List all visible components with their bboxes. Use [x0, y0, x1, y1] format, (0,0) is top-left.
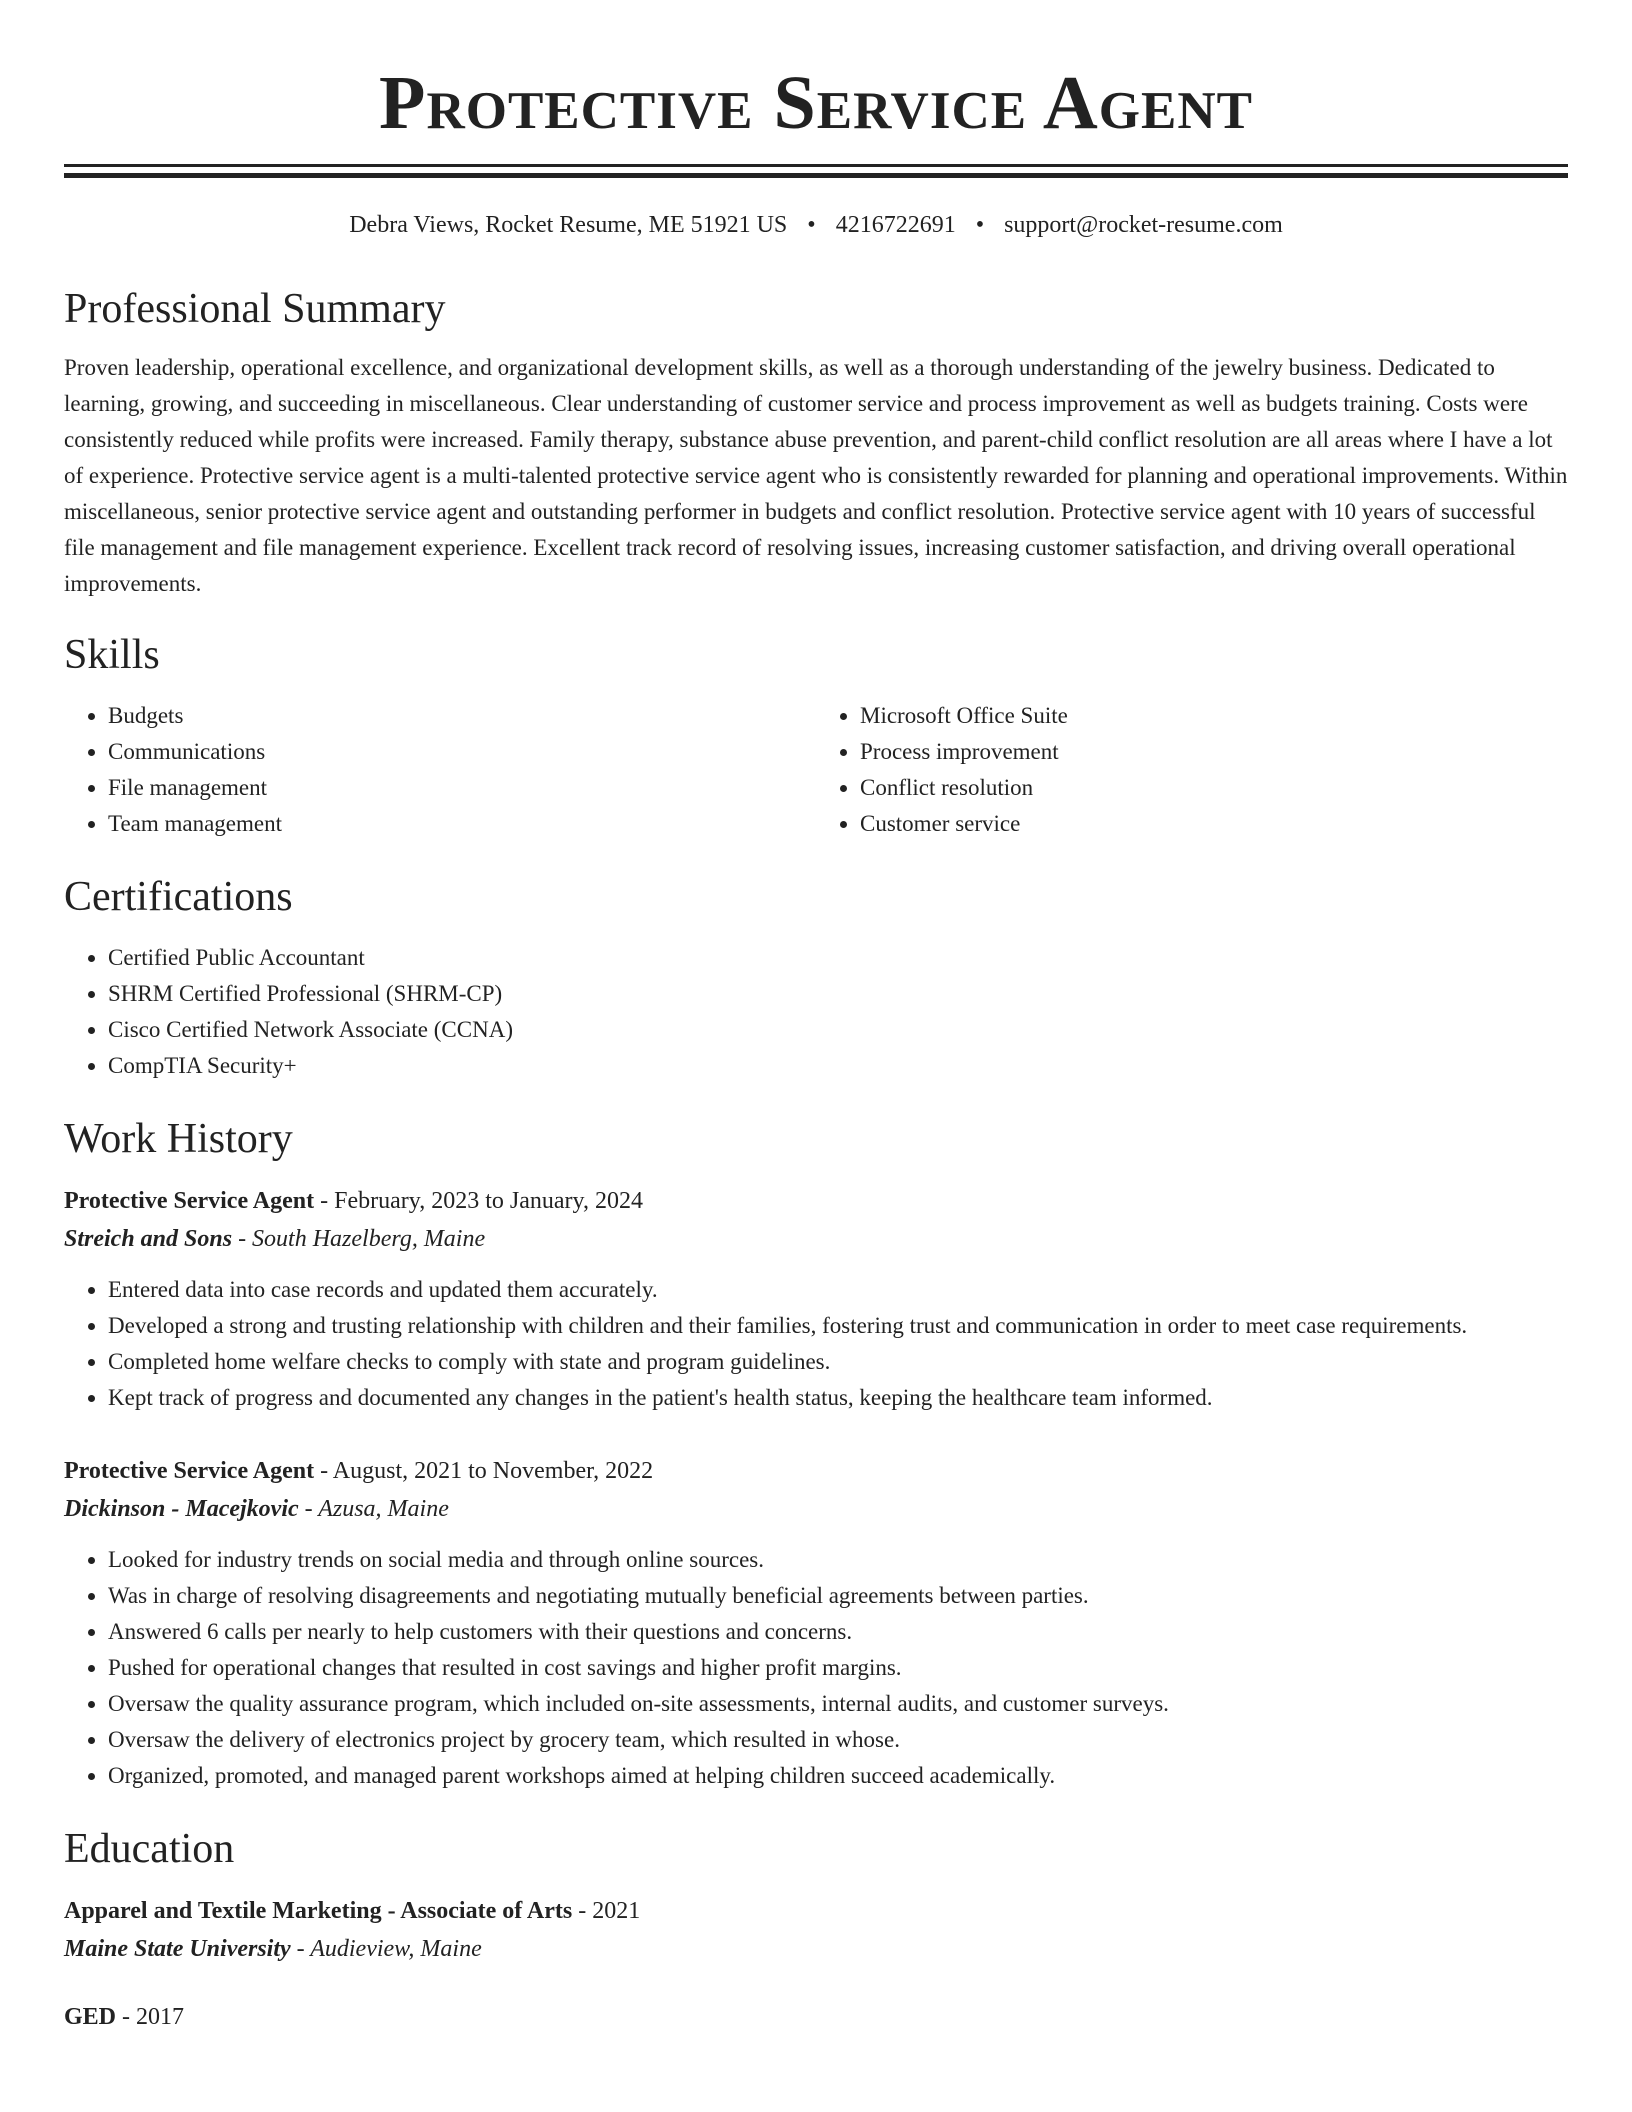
employer-line	[64, 1490, 1568, 1528]
degree-name: Apparel and Textile Marketing - Associate of Arts	[64, 1898, 573, 1924]
contact-separator: •	[807, 212, 816, 238]
school-location: - Audieview, Maine	[290, 1936, 482, 1962]
skills-heading: Skills	[64, 632, 160, 678]
skill-item: • Process improvement	[860, 734, 1568, 770]
certification-item: • Certified Public Accountant	[108, 940, 1568, 976]
contact-address: Debra Views, Rocket Resume, ME 51921 US	[349, 212, 788, 238]
certifications-heading: Certifications	[64, 874, 293, 920]
job-duty: • Oversaw the quality assurance program, which included on-site assessments, internal audits, and customer surveys.	[108, 1686, 1568, 1722]
skill-item: • Microsoft Office Suite	[860, 698, 1568, 734]
employer-line	[64, 1220, 1568, 1258]
certification-item: • Cisco Certified Network Associate (CCNA)	[108, 1012, 1568, 1048]
employer-name: Streich and Sons	[64, 1226, 233, 1252]
job-duty: • Completed home welfare checks to comply with state and program guidelines.	[108, 1344, 1568, 1380]
job-duty: • Was in charge of resolving disagreements and negotiating mutually beneficial agreements between parties.	[108, 1578, 1568, 1614]
job-title: Protective Service Agent	[64, 1188, 315, 1214]
skills-column-right	[816, 698, 1568, 842]
job-dates: - August, 2021 to November, 2022	[314, 1458, 654, 1484]
contact-phone: 4216722691	[835, 212, 956, 238]
skill-item: • Team management	[108, 806, 816, 842]
job-title-line	[64, 1182, 1568, 1220]
job-duty: • Pushed for operational changes that resulted in cost savings and higher profit margins.	[108, 1650, 1568, 1686]
summary-heading: Professional Summary	[64, 286, 446, 332]
job-duty: • Organized, promoted, and managed parent workshops aimed at helping children succeed academically.	[108, 1758, 1568, 1794]
certification-item: • CompTIA Security+	[108, 1048, 1568, 1084]
school-name: Maine State University	[64, 1936, 291, 1962]
skills-grid	[64, 698, 1568, 842]
contact-email: support@rocket-resume.com	[1004, 212, 1283, 238]
employer-name: Dickinson - Macejkovic	[64, 1496, 299, 1522]
degree-line	[64, 1998, 1568, 2036]
skill-item: • Conflict resolution	[860, 770, 1568, 806]
job-title: Protective Service Agent	[64, 1458, 315, 1484]
degree-name: GED	[64, 2004, 117, 2030]
job-duties-list	[64, 1272, 1568, 1416]
job-duty: • Developed a strong and trusting relationship with children and their families, fostering trust and communication in order to meet case requirements.	[108, 1308, 1568, 1344]
job-entry	[64, 1182, 1568, 1416]
job-duty: • Answered 6 calls per nearly to help customers with their questions and concerns.	[108, 1614, 1568, 1650]
certification-item: • SHRM Certified Professional (SHRM-CP)	[108, 976, 1568, 1012]
education-entry	[64, 1998, 1568, 2036]
contact-line	[64, 208, 1568, 242]
skills-list-right	[816, 698, 1568, 842]
certifications-list	[64, 940, 1568, 1084]
resume-title: Protective Service Agent	[379, 61, 1253, 145]
job-duty: • Oversaw the delivery of electronics project by grocery team, which resulted in whose.	[108, 1722, 1568, 1758]
skills-list-left	[64, 698, 816, 842]
job-entry	[64, 1452, 1568, 1794]
degree-year: - 2021	[572, 1898, 641, 1924]
contact-separator: •	[975, 212, 985, 238]
skill-item: • Communications	[108, 734, 816, 770]
summary-text: Proven leadership, operational excellence, and organizational development skills, as well as a thorough understanding of the jewelry business. Dedicated to learning, growing, and succeeding in miscellaneous. Clear understanding of customer service and process improvement as well as budgets training. Costs were consistently reduced while profits were increased. Family therapy, substance abuse prevention, and parent-child conflict resolution are all areas where I have a lot of experience. Protective service agent is a multi-talented protective service agent who is consistently rewarded for planning and operational improvements. Within miscellaneous, senior protective service agent and outstanding performer in budgets and conflict resolution. Protective service agent with 10 years of successful file management and file management experience. Excellent track record of resolving issues, increasing customer satisfaction, and driving overall operational improvements.	[64, 355, 1568, 596]
job-dates: - February, 2023 to January, 2024	[314, 1188, 643, 1214]
work-history-heading: Work History	[64, 1116, 293, 1162]
skills-column-left	[64, 698, 816, 842]
education-heading: Education	[64, 1826, 235, 1872]
skill-item: • Customer service	[860, 806, 1568, 842]
skill-item: • Budgets	[108, 698, 816, 734]
degree-year: - 2017	[116, 2004, 185, 2030]
job-duty: • Entered data into case records and updated them accurately.	[108, 1272, 1568, 1308]
job-title-line	[64, 1452, 1568, 1490]
job-duties-list	[64, 1542, 1568, 1794]
title-divider-thick	[64, 173, 1568, 178]
employer-location: - South Hazelberg, Maine	[232, 1226, 486, 1252]
job-duty: • Looked for industry trends on social media and through online sources.	[108, 1542, 1568, 1578]
employer-location: - Azusa, Maine	[298, 1496, 449, 1522]
skill-item: • File management	[108, 770, 816, 806]
job-duty: • Kept track of progress and documented any changes in the patient's health status, keeping the healthcare team informed.	[108, 1380, 1568, 1416]
title-divider-thin	[64, 164, 1568, 167]
school-line	[64, 1930, 1568, 1968]
degree-line	[64, 1892, 1568, 1930]
education-entry	[64, 1892, 1568, 1968]
